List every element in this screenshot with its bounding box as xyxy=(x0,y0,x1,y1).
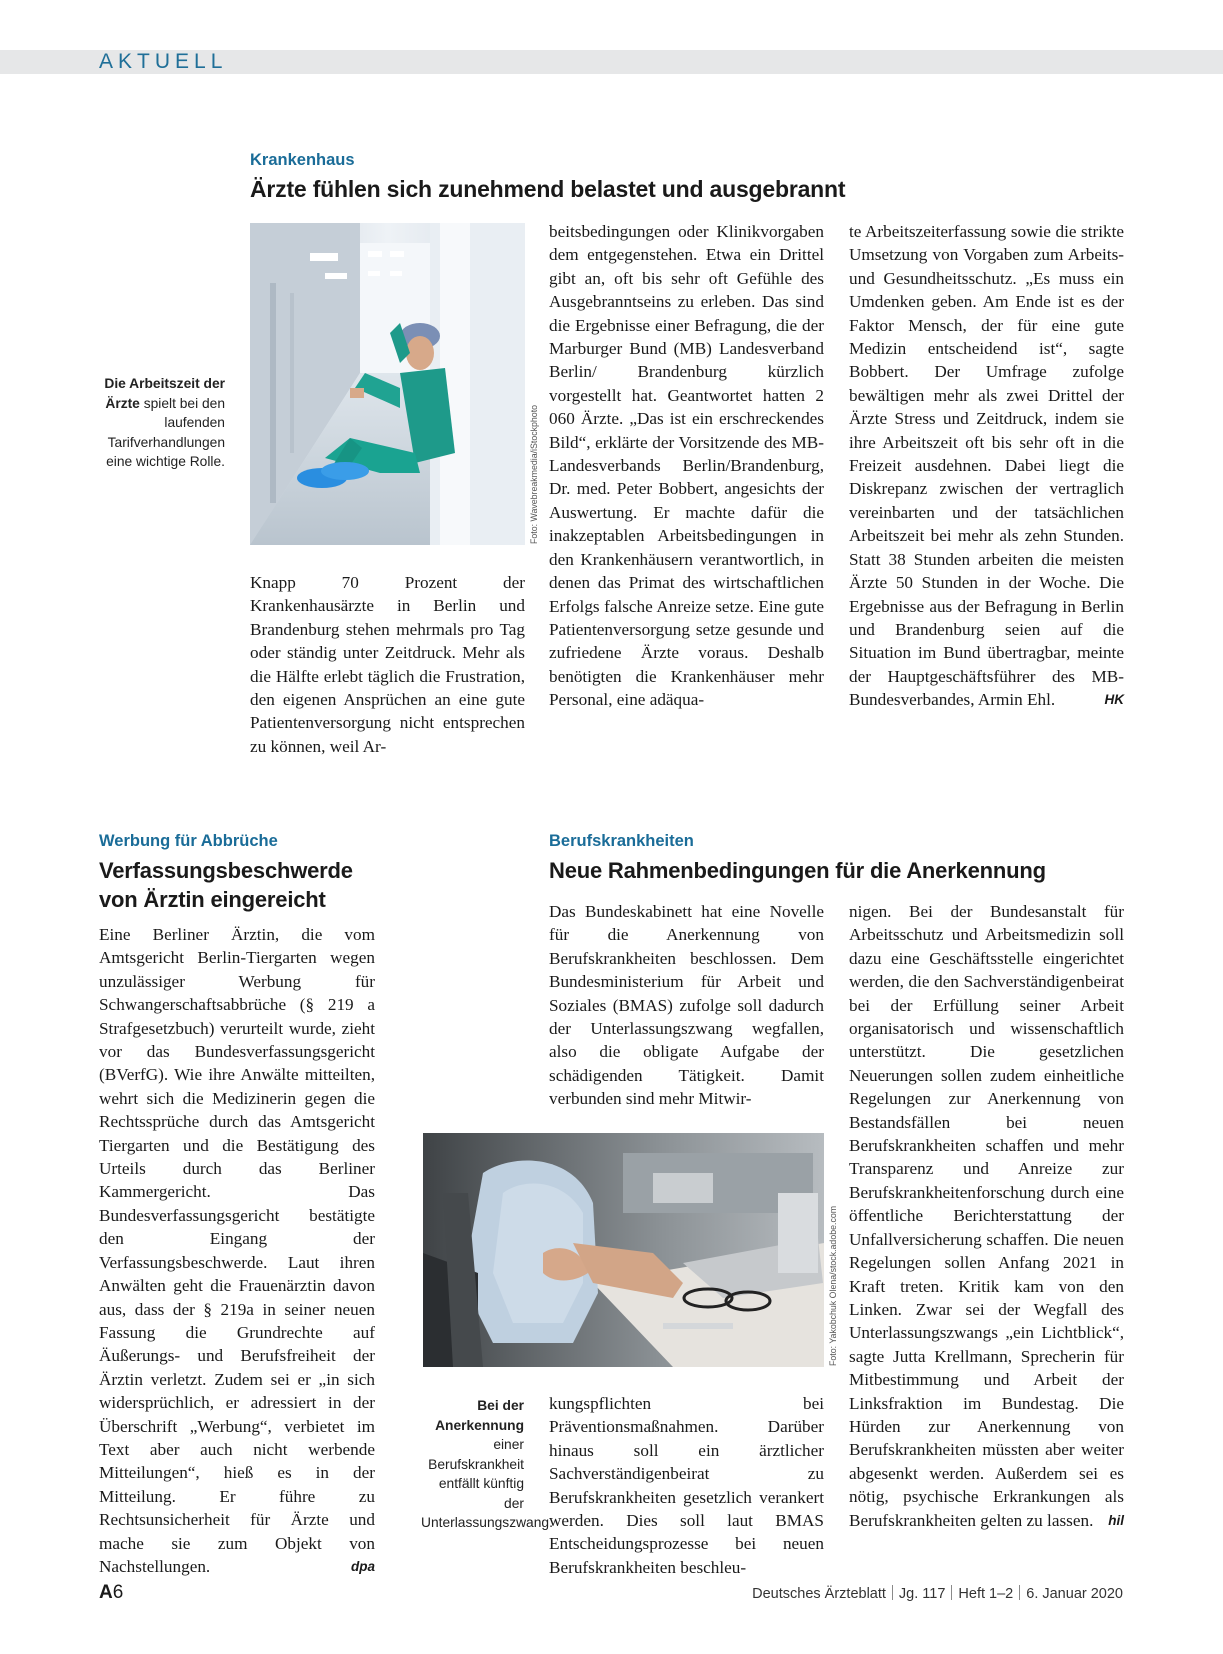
article3-headline: Neue Rahmenbedingungen für die Anerkennung xyxy=(549,858,1046,883)
article1-col1 xyxy=(250,571,525,758)
article1-col2 xyxy=(549,220,824,712)
article3-col1-bottom-text: kungspflichten bei Präventionsmaßnahmen. Darüber hinaus soll ein ärztlicher Sachverständigenbeirat zu Berufskrankheiten gesetzlich verankert werden. Dies soll laut BMAS Entscheidungsprozesse bei neuen Berufskrankheiten beschleu- xyxy=(549,1394,824,1577)
page-number-value: 6 xyxy=(112,1582,124,1603)
footer-citation xyxy=(752,1585,1123,1602)
article1-kicker: Krankenhaus xyxy=(250,151,355,169)
article1-col1-text: Knapp 70 Prozent der Krankenhausärzte in Berlin und Brandenburg stehen mehrmals pro Tag oder ständig unter Zeitdruck. Mehr als die Hälfte erlebt täglich die Frustration, den eigenen Ansprüchen an eine gute Patientenversorgung nicht entsprechen zu können, weil Ar- xyxy=(250,573,525,756)
journal-date: 6. Januar 2020 xyxy=(1026,1586,1123,1602)
page-letter: A xyxy=(99,1582,113,1603)
article1-author: HK xyxy=(1104,692,1124,708)
caption-text: einer Berufskrankheit entfällt künftig der Unterlassungszwang. xyxy=(421,1437,553,1530)
journal-issue: Heft 1–2 xyxy=(958,1586,1014,1602)
article2-body xyxy=(99,923,375,1578)
article1-col3-text: te Arbeitszeiterfassung sowie die strikte Umsetzung von Vorgaben zum Arbeits- und Gesundheitsschutz. „Es muss ein Umdenken geben. Am Ende ist es der Faktor Mensch, der für eine gute Medizin entscheidend ist“, sagte Bobbert. Der Umfrage zufolge bewältigen mehr als zwei Drittel der Ärzte Stress und Zeitdruck, indem sie ihre Arbeitszeit oft bis sehr oft in die Freizeit ausdehnen. Dabei liegt die Diskrepanz zwischen der vertraglich vereinbarten und der tatsächlichen Arbeitszeit bei mehr als zehn Stunden. Statt 38 Stunden arbeiten die meisten Ärzte 50 Stunden in der Woche. Die Ergebnisse aus der Befragung in Berlin und Brandenburg seien auf die Situation im Bund übertragbar, meinte der Hauptgeschäftsführer des MB-Bundesverbandes, Armin Ehl. xyxy=(849,222,1124,710)
article2-kicker: Werbung für Abbrüche xyxy=(99,832,278,850)
article3-col1-bottom xyxy=(549,1392,824,1579)
footer-divider xyxy=(951,1585,952,1600)
article3-photo-credit: Foto: Yakobchuk Olena/stock.adobe.com xyxy=(828,1205,838,1366)
article1-photo-credit: Foto: Wavebreakmedia/iStockphoto xyxy=(529,404,539,544)
article2-headline-line1: Verfassungsbeschwerde xyxy=(99,858,353,883)
article3-caption xyxy=(421,1396,553,1533)
article3-col2-text: nigen. Bei der Bundesanstalt für Arbeitsschutz und Arbeitsmedizin soll dazu eine Geschäftsstelle eingerichtet werden, die den Sachverständigenbeirat bei der Erfüllung seiner Arbeit organisatorisch und wissenschaftlich unterstützt. Die gesetzlichen Neuerungen sollen zudem einheitliche Regelungen zur Anerkennung von Bestandsfällen bei neuen Berufskrankheiten schaffen und mehr Transparenz und Anreize zur Berufskrankheitenforschung durch eine öffentliche Berichterstattung der Unfallversicherung schaffen. Die neuen Regelungen sollen Anfang 2021 in Kraft treten. Kritik kam von den Linken. Zwar sei der Wegfall des Unterlassungszwangs „ein Lichtblick“, sagte Jutta Krellmann, Sprecherin für Mitbestimmung und Arbeit der Linksfraktion im Bundestag. Die Hürden zur Anerkennung von Berufskrankheiten müssten aber weiter abgesenkt werden. Außerdem sei es nötig, psychische Erkrankungen als Berufskrankheiten gelten zu lassen. xyxy=(849,902,1124,1530)
doctor-corridor-photo xyxy=(250,223,525,545)
caption-bold: Bei der Anerkennung xyxy=(435,1398,524,1433)
article1-caption xyxy=(100,374,225,472)
article2-headline xyxy=(99,856,353,914)
article3-col2 xyxy=(849,900,1124,1532)
article2-headline-line2: von Ärztin eingereicht xyxy=(99,887,326,912)
caption-text: spielt bei den laufenden Tarifverhandlungen eine wichtige Rolle. xyxy=(106,395,225,469)
page-number xyxy=(99,1582,123,1604)
article2-author: dpa xyxy=(350,1558,375,1574)
journal-volume: Jg. 117 xyxy=(898,1586,946,1602)
back-pain-office-photo xyxy=(423,1133,824,1367)
article2-body-text: Eine Berliner Ärztin, die vom Amtsgericht Berlin-Tiergarten wegen unzulässiger Werbung für Schwangerschaftsabbrüche (§ 219 a Strafgesetzbuch) verurteilt wurde, zieht vor das Bundesverfassungsgericht (BVerfG). Wie ihre Anwälte mitteilten, wehrt sich die Medizinerin gegen die Rechtssprüche durch das Amtsgericht Tiergarten und die Bestätigung des Urteils durch das Berliner Kammergericht. Das Bundesverfassungsgericht bestätigte den Eingang der Verfassungsbeschwerde. Laut ihren Anwälten geht die Frauenärztin davon aus, dass der § 219a in seiner neuen Fassung die Grundrechte auf Äußerungs- und Berufsfreiheit der Ärztin verletzt. Zudem sei er „in sich widersprüchlich, er adressiert in der Überschrift „Werbung“, verbietet im Text aber auch nicht werbende Mitteilungen“, hieß es in der Mitteilung. Er führe zu Rechtsunsicherheit für Ärzte und mache sie zum Objekt von Nachstellungen. xyxy=(99,925,375,1576)
article3-col1-top-text: Das Bundeskabinett hat eine Novelle für die Anerkennung von Berufskrankheiten beschlossen. Dem Bundesministerium für Arbeit und Soziales (BMAS) zufolge soll dadurch der Unterlassungszwang wegfallen, also die obligate Aufgabe der schädigenden Tätigkeit. Damit verbunden sind mehr Mitwir- xyxy=(549,902,824,1109)
article1-col3 xyxy=(849,220,1124,712)
article3-col1-top xyxy=(549,900,824,1111)
article1-col2-text: beitsbedingungen oder Klinikvorgaben dem entgegenstehen. Etwa ein Drittel gibt an, oft bis sehr oft Gefühle des Ausgebranntseins zu erleben. Das sind die Ergebnisse einer Befragung, die der Marburger Bund (MB) Landesverband Berlin/ Brandenburg kürzlich vorgestellt hat. Geantwortet hatten 2 060 Ärzte. „Das ist ein erschreckendes Bild“, erklärte der Vorsitzende des MB-Landesverbands Berlin/Brandenburg, Dr. med. Peter Bobbert, angesichts der Auswertung. Er machte dafür die inakzeptablen Arbeitsbedingungen in den Krankenhäusern verantwortlich, in denen das Primat des wirtschaftlichen Erfolgs falsche Anreize setze. Eine gute Patientenversorgung setze gesunde und zufriedene Ärzte voraus. Deshalb benötigten die Krankenhäuser mehr Personal, eine adäqua- xyxy=(549,222,824,710)
footer-divider xyxy=(892,1585,893,1600)
article3-author: hil xyxy=(1108,1512,1124,1528)
caption-bold: Die Arbeitszeit der Ärzte xyxy=(104,376,225,411)
article1-headline: Ärzte fühlen sich zunehmend belastet und ausgebrannt xyxy=(250,176,846,202)
article3-kicker: Berufskrankheiten xyxy=(549,832,694,850)
section-label: AKTUELL xyxy=(99,50,228,73)
footer-divider xyxy=(1019,1585,1020,1600)
journal-name: Deutsches Ärzteblatt xyxy=(752,1586,886,1602)
